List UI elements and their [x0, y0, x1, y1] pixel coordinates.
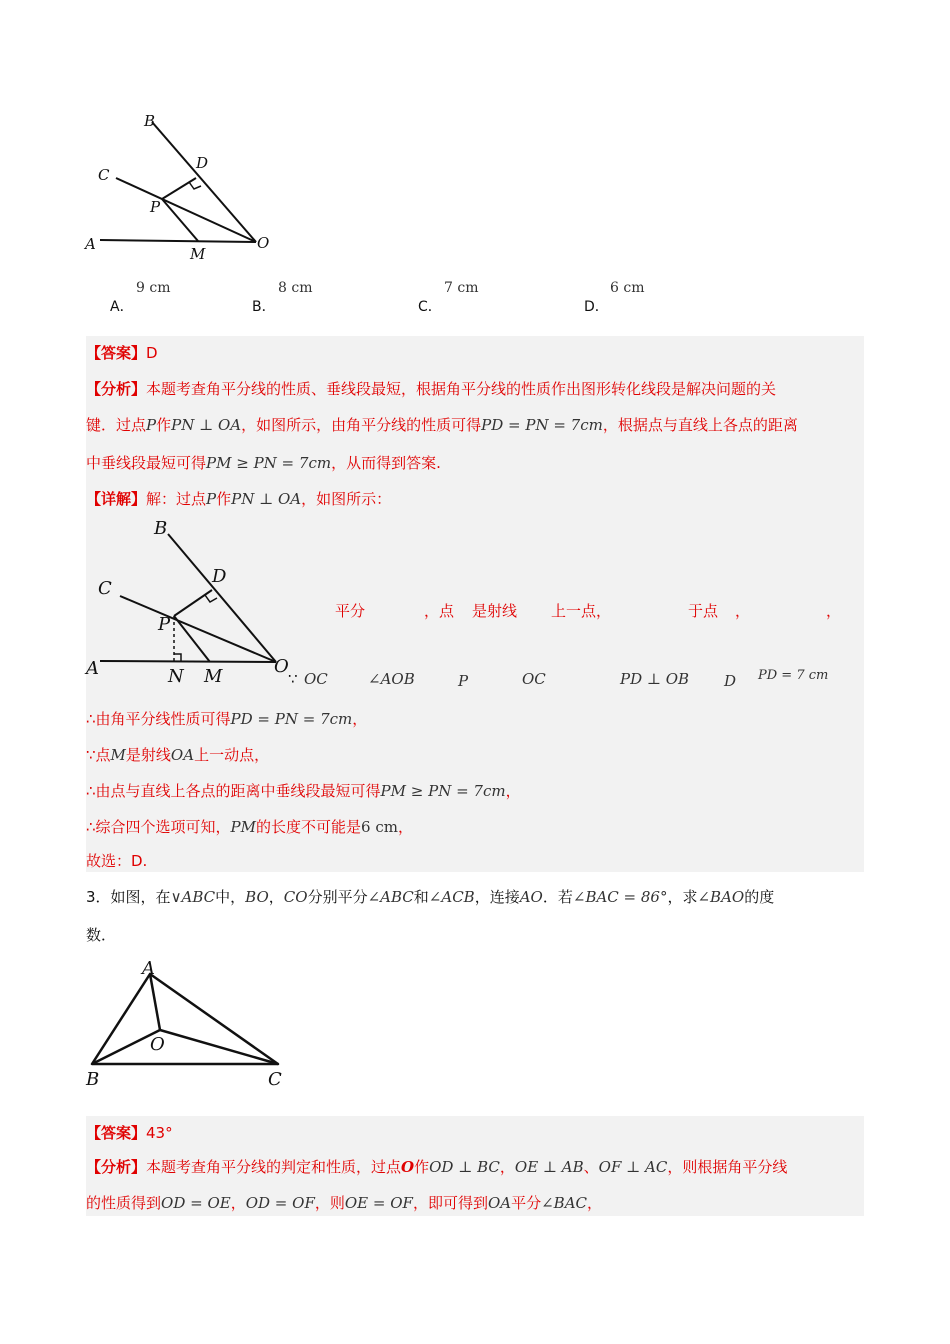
row-PDOB: PD ⊥ OB: [620, 670, 690, 688]
label2-C: C: [98, 578, 112, 599]
q2-answer-line: 【答案】D: [86, 344, 158, 362]
segment-AO: [150, 974, 160, 1030]
label3-A: A: [142, 958, 155, 979]
label-P: P: [150, 198, 161, 216]
label-O: O: [257, 234, 270, 252]
option-c-value: 7 cm: [444, 280, 479, 296]
row-OC: OC: [304, 670, 328, 688]
label2-B: B: [154, 518, 168, 539]
frag-comma2: ，: [826, 602, 842, 620]
row-PD7: PD = 7 cm: [758, 668, 829, 683]
label-B: B: [144, 112, 156, 130]
label3-O: O: [150, 1034, 165, 1055]
q3-question-line-1: 3．如图，在∨ABC中，BO，CO分别平分∠ABC和∠ACB，连接AO．若∠BAC = 86°，求∠BAO的度: [86, 888, 775, 906]
frag-dian: ，点: [424, 602, 455, 620]
ray-OB: [152, 122, 256, 242]
q3-analysis-line-1: 【分析】本题考查角平分线的判定和性质，过点O作OD ⊥ BC，OE ⊥ AB、OF ⊥ AC，则根据角平分线: [86, 1158, 788, 1176]
label2-N: N: [168, 666, 184, 687]
figure-angle-bisector-2: [80, 514, 300, 690]
ray-OA-2: [100, 661, 276, 662]
right-angle-D: [205, 595, 217, 602]
q2-detail-line-7: ∴综合四个选项可知，PM的长度不可能是6 cm，: [86, 818, 413, 836]
q3-question-line-2: 数．: [86, 926, 117, 944]
label2-O: O: [274, 656, 289, 677]
label3-B: B: [86, 1069, 100, 1090]
label2-P: P: [158, 614, 171, 635]
frag-shexian: 是射线: [472, 602, 518, 620]
q3-analysis-line-2: 的性质得到OD = OE，OD = OF，则OE = OF，即可得到OA平分∠BAC，: [86, 1194, 603, 1212]
ray-OA: [100, 240, 256, 242]
option-b-letter: B．: [252, 299, 276, 315]
segment-PD-2: [174, 590, 212, 616]
label-C: C: [98, 166, 110, 184]
frag-shang: 上一点，: [551, 602, 612, 620]
label2-A: A: [86, 658, 99, 679]
row-OC2: OC: [522, 670, 546, 688]
frag-yudian: 于点: [688, 602, 719, 620]
label3-C: C: [268, 1069, 282, 1090]
q2-detail-line-5: ∵点M是射线OA上一动点，: [86, 746, 270, 764]
option-d-letter: D．: [584, 299, 609, 315]
q2-detail-line-8: 故选：D.: [86, 852, 148, 870]
row-D: D: [724, 672, 737, 690]
segment-CO: [160, 1030, 278, 1064]
segment-PM: [162, 199, 198, 241]
figure-triangle-ABC: [80, 954, 300, 1094]
frag-comma1: ，: [735, 602, 751, 620]
label2-D: D: [212, 566, 227, 587]
option-c-letter: C．: [418, 299, 442, 315]
ray-OC-2: [120, 596, 276, 662]
q2-detail-line-6: ∴由点与直线上各点的距离中垂线段最短可得PM ≥ PN = 7cm，: [86, 782, 521, 800]
segment-PD: [162, 178, 196, 199]
option-a-letter: A．: [110, 299, 134, 315]
right-angle-mark: [189, 182, 201, 189]
row-AOB: ∠AOB: [368, 670, 415, 688]
figure-angle-bisector-1: [80, 108, 290, 268]
ray-OC: [116, 178, 256, 242]
q3-answer-line: 【答案】43°: [86, 1124, 173, 1142]
frag-pingfen: 平分: [335, 602, 366, 620]
q2-analysis-line-1: 【分析】本题考查角平分线的性质、垂线段最短，根据角平分线的性质作出图形转化线段是解决问题的关: [86, 380, 777, 398]
row-P: P: [458, 672, 469, 690]
q2-detail-line-4: ∴由角平分线性质可得PD = PN = 7cm，: [86, 710, 368, 728]
label2-M: M: [204, 666, 223, 687]
option-b-value: 8 cm: [278, 280, 313, 296]
row-because: ∵: [288, 670, 298, 688]
segment-PM-2: [174, 616, 210, 662]
q2-analysis-line-3: 中垂线段最短可得PM ≥ PN = 7cm，从而得到答案.: [86, 454, 441, 472]
q2-analysis-line-2: 键．过点P作PN ⊥ OA，如图所示，由角平分线的性质可得PD = PN = 7cm，根据点与直线上各点的距离: [86, 416, 798, 434]
q2-detail-line-1: 【详解】解：过点P作PN ⊥ OA，如图所示：: [86, 490, 392, 508]
label-D: D: [196, 154, 209, 172]
ray-OB-2: [168, 534, 276, 662]
option-d-value: 6 cm: [610, 280, 645, 296]
option-a-value: 9 cm: [136, 280, 171, 296]
label-M: M: [190, 245, 206, 263]
label-A: A: [85, 235, 96, 253]
